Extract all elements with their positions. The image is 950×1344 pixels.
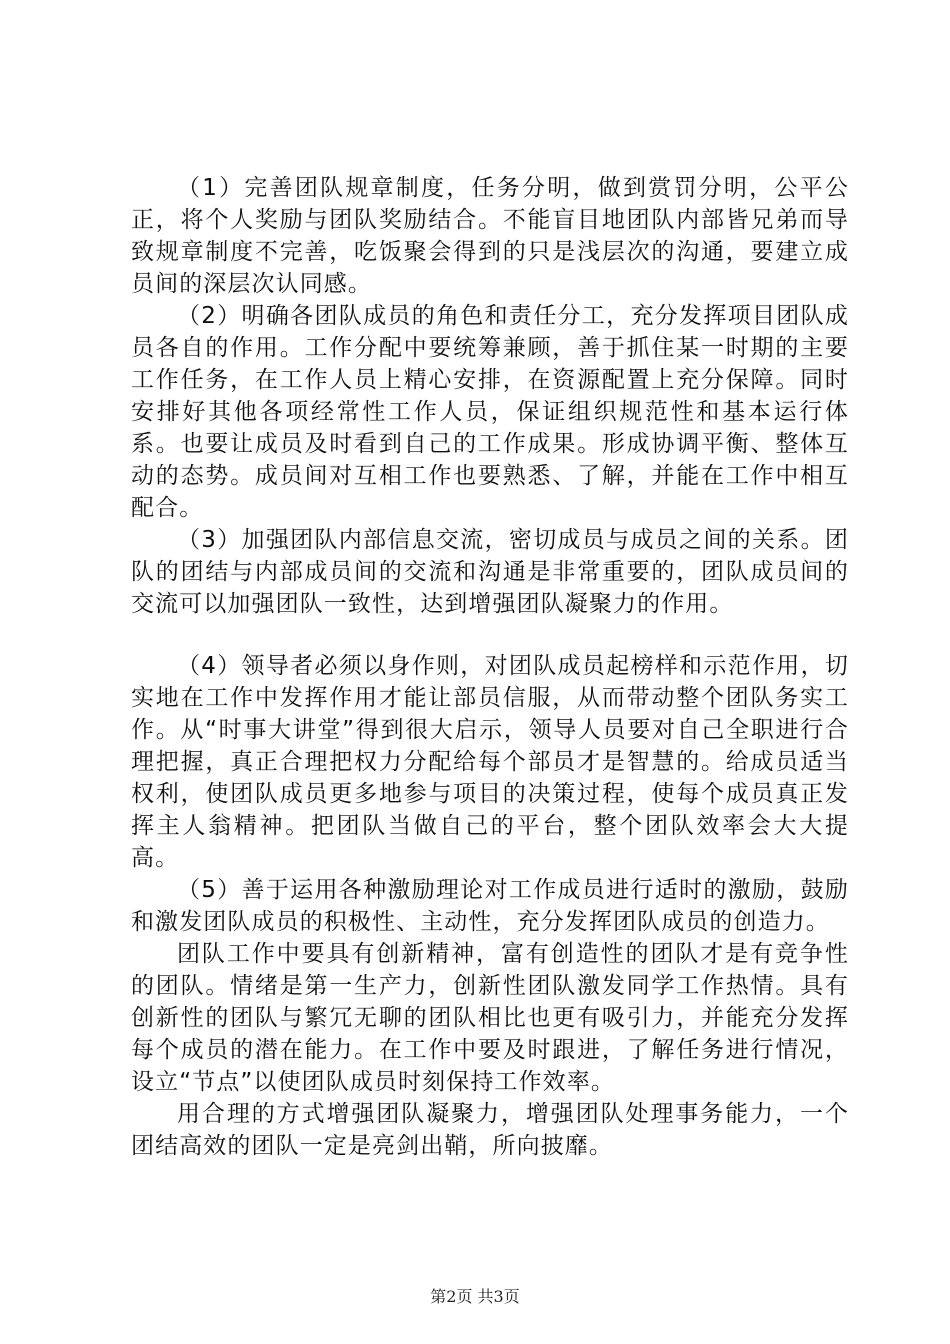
- paragraph-4: （4）领导者必须以身作则，对团队成员起榜样和示范作用，切实地在工作中发挥作用才能让部员信服，从而带动整个团队务实工作。从“时事大讲堂”得到很大启示，领导人员要对自己全职进行合理把握，真正合理把权力分配给每个部员才是智慧的。给成员适当权利，使团队成员更多地参与项目的决策过程，使每个成员真正发挥主人翁精神。把团队当做自己的平台，整个团队效率会大大提高。: [131, 653, 849, 871]
- paragraph-7: 用合理的方式增强团队凝聚力，增强团队处理事务能力，一个团结高效的团队一定是亮剑出鞘，所向披靡。: [131, 1101, 849, 1159]
- paragraph-spacer: [131, 620, 849, 650]
- document-body: [131, 172, 849, 1162]
- paragraph-1: （1）完善团队规章制度，任务分明，做到赏罚分明，公平公正，将个人奖励与团队奖励结合。不能盲目地团队内部皆兄弟而导致规章制度不完善，吃饭聚会得到的只是浅层次的沟通，要建立成员间的深层次认同感。: [131, 175, 849, 297]
- paragraph-5: （5）善于运用各种激励理论对工作成员进行适时的激励，鼓励和激发团队成员的积极性、主动性，充分发挥团队成员的创造力。: [131, 877, 849, 935]
- page-number-footer: 第2页 共3页: [430, 1287, 520, 1306]
- paragraph-2: （2）明确各团队成员的角色和责任分工，充分发挥项目团队成员各自的作用。工作分配中要统筹兼顾，善于抓住某一时期的主要工作任务，在工作人员上精心安排，在资源配置上充分保障。同时安排好其他各项经常性工作人员，保证组织规范性和基本运行体系。也要让成员及时看到自己的工作成果。形成协调平衡、整体互动的态势。成员间对互相工作也要熟悉、了解，并能在工作中相互配合。: [131, 303, 849, 521]
- paragraph-3: （3）加强团队内部信息交流，密切成员与成员之间的关系。团队的团结与内部成员间的交流和沟通是非常重要的，团队成员间的交流可以加强团队一致性，达到增强团队凝聚力的作用。: [131, 527, 849, 617]
- paragraph-6: 团队工作中要具有创新精神，富有创造性的团队才是有竞争性的团队。情绪是第一生产力，创新性团队激发同学工作热情。具有创新性的团队与繁冗无聊的团队相比也更有吸引力，并能充分发挥每个成员的潜在能力。在工作中要及时跟进，了解任务进行情况，设立“节点”以使团队成员时刻保持工作效率。: [131, 941, 849, 1095]
